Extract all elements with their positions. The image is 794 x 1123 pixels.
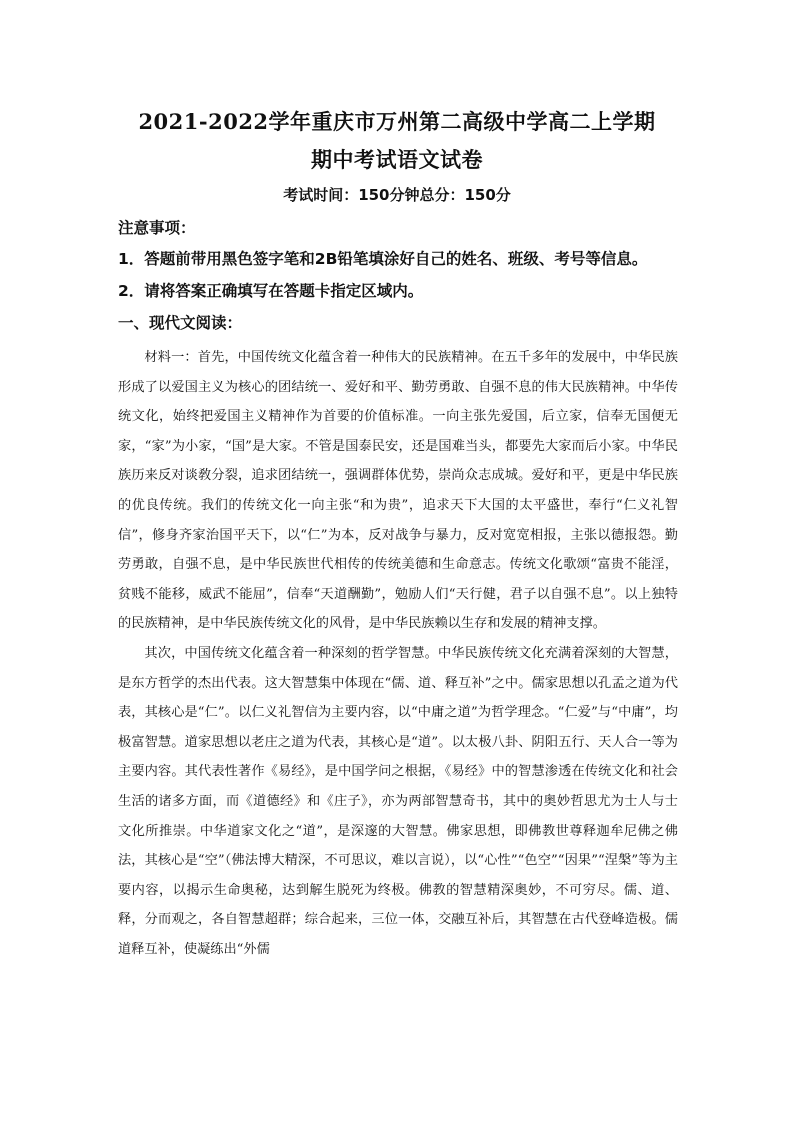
- note-item-1: 1．答题前带用黑色签字笔和2B铅笔填涂好自己的姓名、班级、考号等信息。: [118, 250, 648, 268]
- reading-material: [118, 343, 678, 964]
- note-item-2: 2．请将答案正确填写在答题卡指定区域内。: [118, 282, 424, 300]
- notes-heading: 注意事项：: [118, 219, 196, 237]
- exam-time-info: 考试时间：150分钟总分：150分: [283, 186, 511, 204]
- exam-title-line1: 2021-2022学年重庆市万州第二高级中学高二上学期: [138, 109, 656, 134]
- section-heading-reading: 一、现代文阅读：: [118, 314, 243, 332]
- material-paragraph-1: 材料一：首先，中国传统文化蕴含着一种伟大的民族精神。在五千多年的发展中，中华民族形成了以爱国主义为核心的团结统一、爱好和平、勤劳勇敢、自强不息的伟大民族精神。中华传统文化，始终把爱国主义精神作为首要的价值标准。一向主张先爱国，后立家，信奉无国便无家，“家”为小家，“国”是大家。不管是国泰民安，还是国难当头，都要先大家而后小家。中华民族历来反对谈敎分裂，追求团结统一，强调群体优势，崇尚众志成城。爱好和平，更是中华民族的优良传统。我们的传统文化一向主张“和为贵”，追求天下大国的太平盛世，奉行“仁义礼智信”，修身齐家治国平天下，以“仁”为本，反对战争与暴力，反对宽宽相报，主张以德报怨。勤劳勇敢，自强不息，是中华民族世代相传的传统美德和生命意志。传统文化歌颂“富贵不能淫，贫贱不能移，威武不能屈”，信奉“天道酬勤”，勉励人们“天行健，君子以自强不息”。以上独特的民族精神，是中华民族传统文化的风骨，是中华民族赖以生存和发展的精神支撑。: [118, 350, 678, 632]
- material-paragraph-2: 其次，中国传统文化蕴含着一种深刻的哲学智慧。中华民族传统文化充满着深刻的大智慧，是东方哲学的杰出代表。这大智慧集中体现在“儒、道、释互补”之中。儒家思想以孔孟之道为代表，其核心是“仁”。以仁义礼智信为主要内容，以“中庸之道”为哲学理念。“仁爱”与“中庸”，均极富智慧。道家思想以老庄之道为代表，其核心是“道”。以太极八卦、阴阳五行、天人合一等为主要内容。其代表性著作《易经》，是中国学问之根据，《易经》中的智慧渗透在传统文化和社会生活的诸多方面，而《道德经》和《庄子》，亦为两部智慧奇书，其中的奥妙哲思尤为士人与士文化所推崇。中华道家文化之“道”，是深邃的大智慧。佛家思想，即佛教世尊释迦牟尼佛之佛法，其核心是“空”（佛法博大精深，不可思议，难以言说），以“心性”“色空”“因果”“涅槃”等为主要内容，以揭示生命奥秘，达到解生脱死为终极。佛教的智慧精深奥妙，不可穷尽。儒、道、释，分而观之，各自智慧超群；综合起来，三位一体，交融互补后，其智慧在古代登峰造极。儒道释互补，使凝练出“外儒: [118, 645, 678, 957]
- exam-title-line2: 期中考试语文试卷: [311, 147, 483, 172]
